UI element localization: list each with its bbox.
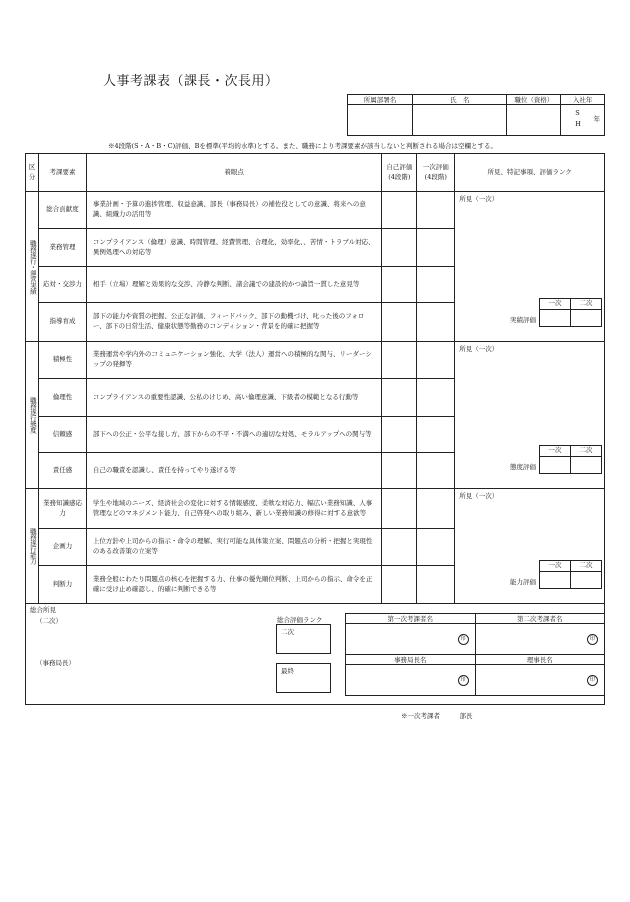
- viewpoint-cell: 学生や地域のニーズ、経済社会の変化に対する情報感度、柔軟な対応力、幅広い業務知識、人事管理などのマネジメント能力、自己啓発への取り組み、新しい業務知識の修得に対する意欲等: [86, 489, 381, 529]
- element-cell: 企画力: [38, 529, 86, 566]
- rating-label: 態度評価: [510, 463, 536, 472]
- footer-note: ※一次考課者 部長: [401, 712, 473, 720]
- era-h: H: [575, 120, 581, 128]
- overall-opinion-label: 総合所見: [30, 606, 56, 614]
- office-head-name-field[interactable]: [346, 665, 476, 696]
- element-cell: 業務管理: [38, 229, 86, 267]
- first-evaluator-header: 第一次考課者名: [346, 614, 476, 624]
- second-opinion-label: （二次）: [36, 617, 62, 625]
- viewpoint-cell: 業務全般にわたり問題点の核心を把握する力、仕事の優先順位判断、上司からの指示、命令を正確に受け止め確認し、的確に判断できる等: [86, 566, 381, 604]
- category-label: 職務遂行態度: [28, 397, 37, 433]
- form-title: 人事考課表（課長・次長用）: [103, 74, 279, 89]
- element-cell: 積極性: [38, 342, 86, 379]
- office-head-opinion-field[interactable]: [30, 670, 270, 698]
- office-head-name-header: 事務局長名: [346, 655, 476, 665]
- chairman-name-header: 理事長名: [475, 655, 605, 665]
- rating-second-header: 二次: [571, 561, 602, 572]
- remarks-header: 所見、特記事項、評価ランク: [455, 154, 605, 192]
- rating-second-header: 二次: [571, 299, 602, 310]
- opinion-label: 所見（一次）: [459, 195, 499, 203]
- element-cell: 総合貢献度: [38, 192, 86, 229]
- viewpoint-cell: コンプライアンスの重要性認識、公私のけじめ、高い倫理意識、下級者の模範となる行動等: [86, 379, 381, 417]
- viewpoint-cell: 業務運営や学内外のコミュニケーション強化、大学（法人）運営への積極的な関与、リーダーシップの発揮等: [86, 342, 381, 379]
- first-evaluator-field[interactable]: [346, 624, 476, 655]
- viewpoint-cell: 部下への公正・公平な接し方、部下からの不平・不満への適切な対処、モラルアップへの関与等: [86, 417, 381, 453]
- chairman-name-field[interactable]: [475, 665, 605, 696]
- element-cell: 応対・交渉力: [38, 267, 86, 303]
- seal-icon: 印: [587, 634, 598, 645]
- name-field[interactable]: [413, 105, 507, 136]
- seal-icon: 印: [458, 675, 469, 686]
- element-cell: 業務知識感応力: [38, 489, 86, 529]
- rating-first-header: 一次: [540, 299, 571, 310]
- joined-year-field[interactable]: [561, 105, 605, 136]
- era-s: S: [575, 109, 580, 117]
- rank-second-box[interactable]: [276, 624, 331, 654]
- overall-rank-label: 総合評価ランク: [277, 616, 323, 624]
- element-cell: 判断力: [38, 566, 86, 604]
- second-evaluator-header: 第二次考課者名: [475, 614, 605, 624]
- first-eval-header: 一次評価 (4段階): [417, 154, 455, 192]
- name-header: 氏 名: [413, 95, 507, 105]
- rank-final-box[interactable]: [276, 663, 331, 693]
- opinion-label: 所見（一次）: [459, 345, 499, 353]
- element-cell: 信頼感: [38, 417, 86, 453]
- category-label: 職務遂行能力: [28, 528, 37, 564]
- seal-icon: 印: [458, 634, 469, 645]
- viewpoint-cell: 上位方針や上司からの指示・命令の理解、実行可能な具体策立案、問題点の分析・把握と実現性のある改善策の立案等: [86, 529, 381, 566]
- evaluator-sign-table: [345, 613, 605, 696]
- seal-icon: 印: [587, 675, 598, 686]
- employee-info-table: [347, 94, 605, 136]
- element-cell: 倫理性: [38, 379, 86, 417]
- second-opinion-field[interactable]: [30, 628, 270, 654]
- viewpoint-cell: 自己の職責を認識し、責任を持ってやり遂げる等: [86, 453, 381, 489]
- rank-second-label: 二次: [281, 628, 294, 636]
- viewpoint-cell: 部下の能力や資質の把握、公正な評価、フィードバック、部下の動機づけ、叱った後のフォロー、部下の日常生活、健康状態等勤務のコンディション・背景を的確に把握等: [86, 303, 381, 342]
- category-header: 区分: [26, 154, 39, 192]
- opinion-label: 所見（一次）: [459, 492, 499, 500]
- viewpoint-cell: 相手（立場）理解と効果的な交渉、冷静な判断、諸会議での建設的かつ論旨一貫した意見等: [86, 267, 381, 303]
- department-field[interactable]: [348, 105, 413, 136]
- category-label: 職務遂行・運営実績: [28, 239, 37, 294]
- second-evaluator-field[interactable]: [475, 624, 605, 655]
- position-field[interactable]: [507, 105, 561, 136]
- rating-second-header: 二次: [571, 446, 602, 457]
- element-cell: 指導育成: [38, 303, 86, 342]
- joined-year-header: 入社年: [561, 95, 605, 105]
- evaluation-note: ※4段階(S・A・B・C)評価、Bを標準(平均的水準)とする。また、職務により考課要素が該当しないと判断される場合は空欄とする。: [108, 142, 497, 150]
- viewpoint-cell: 事業計画・予算の進捗管理、収益意識、部長（事務局長）の補佐役としての意識、将来への意識、組織力の活用等: [86, 192, 381, 229]
- rating-first-header: 一次: [540, 561, 571, 572]
- position-header: 職位（資格）: [507, 95, 561, 105]
- rank-final-label: 最終: [281, 667, 294, 675]
- viewpoint-cell: コンプライアンス（倫理）意識、時間管理、経費管理、合理化、効率化、、苦情・トラブル対応、異例処理への対応等: [86, 229, 381, 267]
- element-cell: 責任感: [38, 453, 86, 489]
- department-header: 所属部署名: [348, 95, 413, 105]
- rating-label: 能力評価: [510, 578, 536, 587]
- viewpoint-header: 着眼点: [86, 154, 381, 192]
- year-suffix: 年: [593, 115, 600, 123]
- element-header: 考課要素: [38, 154, 86, 192]
- self-eval-header: 自己評価 (4段階): [382, 154, 417, 192]
- rating-first-header: 一次: [540, 446, 571, 457]
- office-head-label: （事務局長）: [36, 659, 75, 667]
- rating-label: 実績評価: [510, 316, 536, 325]
